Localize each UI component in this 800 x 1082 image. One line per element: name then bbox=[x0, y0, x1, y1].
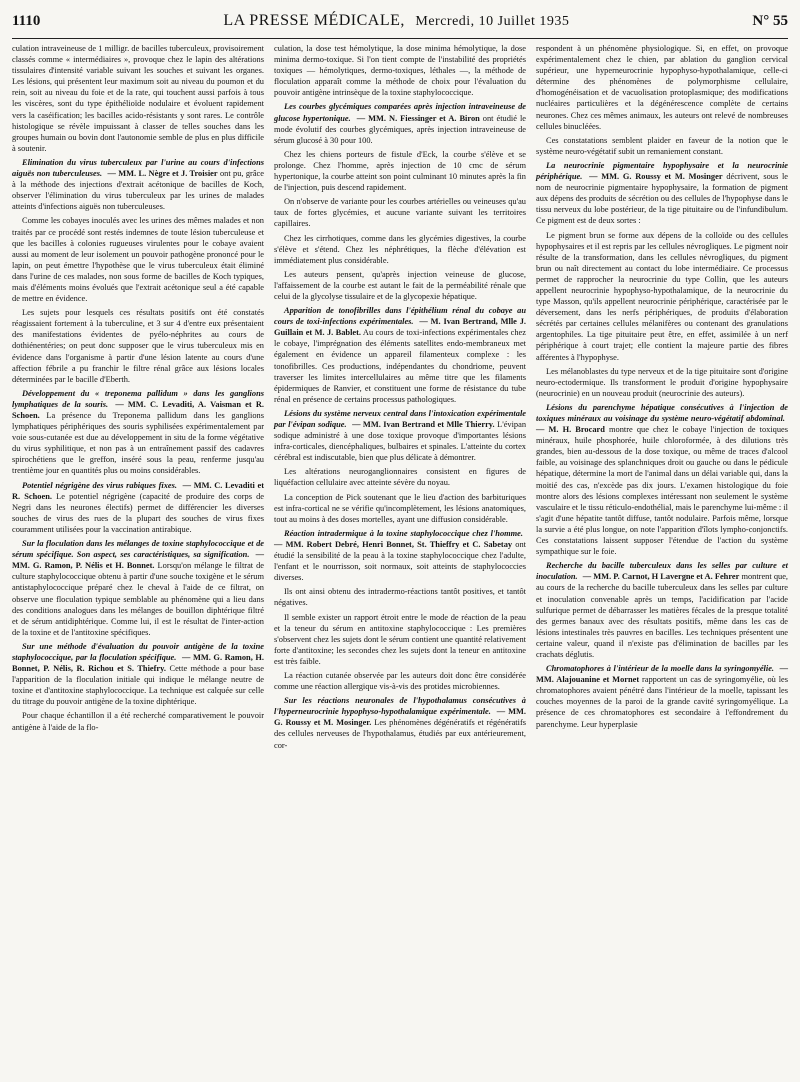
paragraph: Les mélanoblastes du type nerveux et de la tige pituitaire sont d'origine neuro-ectodermique. Ils transforment le produit d'origine hypophysaire (neurocrinie) en un nouveau produit (neurocrinie des auteurs). bbox=[536, 366, 788, 398]
paragraph: respondent à un phénomène physiologique. Si, en effet, on provoque expérimentalement chez le chien, par ablation du ganglion cervical supérieur, une hyperneurocrinie hypophyso-hypothalamique, celle-ci détermine des phénomènes de polymorphisme cellulaire, d'homogénéisation et de vacuolisation protoplasmique; des modifications nucléaires particulières et la dégénérescence complète de certains neurones. Chez ces mêmes animaux, les auteurs ont relevé de nombreuses cellules binucléées. bbox=[536, 44, 788, 131]
text-columns bbox=[12, 43, 788, 754]
article-authors: — MM. G. Roussy et M. Mosinger bbox=[589, 172, 723, 182]
page-number: 1110 bbox=[12, 13, 41, 29]
article-entry bbox=[274, 695, 526, 750]
page-header bbox=[12, 12, 788, 36]
article-title: Lésions du parenchyme hépatique consécutives à l'injection de toxiques minéraux au voisinage du système neuro-végétatif abdominal. bbox=[536, 402, 788, 423]
paragraph: La réaction cutanée observée par les auteurs doit donc être considérée comme une réaction allergique vis-à-vis des protides microbiennes. bbox=[274, 670, 526, 692]
article-title: Apparition de tonofibrilles dans l'épithélium rénal du cobaye au cours de toxi-infections expérimentales. bbox=[274, 306, 526, 327]
article-entry bbox=[274, 408, 526, 463]
article-authors: — MM. P. Carnot, H Lavergne et A. Fehrer bbox=[582, 572, 740, 582]
article-entry bbox=[12, 538, 264, 638]
paragraph: Comme les cobayes inoculés avec les urines des mêmes malades et non traités par ce procédé sont restés indemnes de toute lésion tuberculeuse et que les bacilles à colonies rugueuses virulentes pour le cobaye avaient aussi au moment de leur isolement un pouvoir pathogène prononcé pour le lapin, on peut émettre l'hypothèse que le virus tuberculeux était éliminé dans l'urine de ces malades, non sous forme de bacilles de Koch typiques, mais d'éléments moins évolués que l'extrait acétonique seul a été capable de mettre en évidence. bbox=[12, 216, 264, 304]
article-entry bbox=[536, 160, 788, 227]
paragraph: Les sujets pour lesquels ces résultats positifs ont été constatés réagissaient fortement à la tuberculine, et 3 sur 4 d'entre eux présentaient des manifestations évidentes de pyélo-néphrites au cours de dothiénentéries; on peut donc supposer que le virus tuberculeux mis en évidence dans l'organisme à partir d'une lésion latente au cours d'une affection fébrile a pu franchir le filtre rénal grâce aux lésions locales déterminées par le bacille d'Eberth. bbox=[12, 308, 264, 384]
article-body: montrent que, au cours de la recherche du bacille tuberculeux dans les selles par culture et inoculation convenable après un temps, l'acidification par l'acide sulfurique permet de débarrasser les matières fécales de la presque totalité des germes banaux avec des résultats positifs, même dans les cas de lésions intestinales très pauvres en bacilles. Les techniques présentent une certaine valeur, quand il n'existe pas d'élimination de bacilles par les crachats déglutis. bbox=[536, 572, 788, 659]
article-body: ont étudié la sensibilité de la peau à la toxine staphylococcique chez l'adulte, l'enfant et le nourrisson, soit normaux, soit atteints de staphylococcies diverses. bbox=[274, 539, 526, 583]
article-body: Lorsqu'on mélange le filtrat de culture staphylococcique obtenu à partir d'une souche toxigène et le sérum antistaphylococcique préparé chez le cheval à l'aide de ce filtrat, on observe une floculation typique semblable au phénomène qui a lieu dans des conditions analogues dans les mélanges de bouillon diphtérique filtré et de sérum antidiphtérique. Comme lui, il est le résultat de l'inter-action de la toxine et de l'antitoxine spécifiques. bbox=[12, 561, 265, 637]
article-authors: — MM. N. Fiessinger et A. Biron bbox=[356, 113, 480, 123]
article-title: Lésions du système nerveux central dans l'intoxication expérimentale par l'évipan sodique. bbox=[274, 408, 526, 429]
article-authors: — MM. G. Ramon, P. Nélis et H. Bonnet. bbox=[12, 550, 265, 571]
paragraph: Ces constatations semblent plaider en faveur de la notion que le système neuro-végétatif subit un remaniement constant. bbox=[536, 135, 788, 156]
paragraph: Pour chaque échantillon il a été recherché comparativement le pouvoir antigène à l'aide de la flo- bbox=[12, 711, 264, 732]
article-title: Développement du « treponema pallidum » dans les ganglions lymphatiques de la souris. bbox=[12, 388, 264, 409]
paragraph: Il semble exister un rapport étroit entre le mode de réaction de la peau et la teneur du sérum en antitoxine staphylococcique : Les premières s'observent chez les sujets dont le sérum contient une quantité relativement forte d'antitoxine; les secondes chez les sujets dont la teneur en antitoxine est très faible. bbox=[274, 612, 526, 666]
article-body: rapportent un cas de syringomyélie, où les chromatophores avaient pénétré dans l'intérieur de la moelle, tapissant les couches moyennes de la paroi de la grande cavité syringomyélique. La présence de ces chromatophores est secondaire à l'effondrement du parenchyme. Leur hyperplasie bbox=[536, 675, 788, 729]
article-title: Sur les réactions neuronales de l'hypothalamus consécutives à l'hyperneurocrinie hypophyso-hypothalamique expérimentale. bbox=[274, 696, 526, 717]
paragraph: culation, la dose test hémolytique, la dose minima hémolytique, la dose minima dermo-toxique. Si l'on tient compte de l'instabilité des propriétés toxiques — hémolytiques, dermo-toxiques, léthales —, la méthode de floculation apparaît comme la méthode de choix pour l'évaluation du pouvoir antigène intrinsèque de la toxine staphylococcique. bbox=[274, 44, 526, 98]
paragraph: On n'observe de variante pour les courbes artérielles ou veineuses qu'au taux de fortes glycémies, et aucune variante suivant les territoires capillaires. bbox=[274, 197, 526, 229]
article-title: Recherche du bacille tuberculeux dans les selles par culture et inoculation. bbox=[536, 561, 788, 582]
article-authors: — M. H. Brocard bbox=[536, 425, 605, 435]
paragraph: Ils ont ainsi obtenu des intradermo-réactions tantôt positives, et tantôt négatives. bbox=[274, 587, 526, 608]
paragraph: Les auteurs pensent, qu'après injection veineuse de glucose, l'affaissement de la courbe est autant le fait de la perméabilité rénale que celui de la glycolyse tissulaire et de la glycopexie hépatique. bbox=[274, 269, 526, 301]
article-authors: — MM. Alajouanine et Mornet bbox=[536, 664, 788, 685]
article-body: décrivent, sous le nom de neurocrinie pigmentaire hypophysaire, la formation de pigment aux dépens des produits de sécrétion ou des cellules de l'hypophyse dans le tissu nerveux du lobe postérieur, de la tige pituitaire ou de l'infundibulum. Ce pigment est de deux sortes : bbox=[536, 172, 789, 226]
article-title: Potentiel négrigène des virus rabiques fixes. bbox=[22, 480, 177, 490]
article-body: ont étudié le mode évolutif des courbes glycémiques, après injection intraveineuse de sérum glucosé à 30 pour 100. bbox=[274, 113, 527, 145]
paragraph: Chez les cirrhotiques, comme dans les glycémies digestives, la courbe s'élève et s'étend. Chez les néphrétiques, la flèche d'élévation est immédiatement plus considérable. bbox=[274, 233, 526, 265]
article-authors: — MM. Robert Debré, Henri Bonnet, St. Thieffry et C. Sabetay bbox=[274, 539, 513, 549]
article-body: La présence du Treponema pallidum dans les ganglions lymphatiques périphériques des souris syphilisées expérimentalement par voie sous-cutanée est due au développement in situ de la forme végétative du virus syphilitique, et non pas à un entraînement passif des cadavres spirochétiens que le greffon, inséré sous la peau, renferme jusqu'au trentième jour en quantités plus ou moins considérables. bbox=[12, 411, 264, 476]
article-body: Cette méthode a pour base l'apparition de la floculation initiale qui indique le mélange neutre de toxine et d'antitoxine staphylococcique. La technique est calquée sur celle du titrage du pouvoir antigène de la toxine diphtérique. bbox=[12, 664, 265, 707]
paragraph: Chez les chiens porteurs de fistule d'Eck, la courbe s'élève et se prolonge. Chez l'homme, après injection de 10 cmc de sérum hypertonique, la courbe atteint son point culminant 10 minutes après la fin de l'injection, puis descend rapidement. bbox=[274, 149, 526, 193]
article-body: L'évipan sodique administré à une dose toxique provoque d'importantes lésions infra-corticales, diencéphaliques, bulbaires et spinales. L'atteinte du cortex cérébral est indiscutable, bien que plus délicate à démontrer. bbox=[274, 420, 527, 463]
article-body: Le potentiel négrigène (capacité de produire des corps de Negri dans les neurones électifs) permet de différencier les diverses souches de virus des rues de la plupart des souches de virus fixes couramment utilisées pour la vaccination antirabique. bbox=[12, 491, 265, 534]
article-title: Sur une méthode d'évaluation du pouvoir antigène de la toxine staphylococcique, par la floculation spécifique. bbox=[12, 641, 264, 662]
article-body: montre que chez le cobaye l'injection de toxiques minéraux, huile phosphorée, huile chloroformée, à des dilutions très grandes, bien au-dessous de la dose toxique, ou même de traces d'alcool faible, au voisinage des splanchniques droit ou gauche ou dans le pédicule hépatique, détermine la mort de l'animal dans un délai variable qui, dans la moitié des cas, n'excède pas dix jours. L'examen histologique du foie montre alors des lésions complexes intéressant non seulement le système vasculaire et le tissu réticulo-endothélial, mais le parenchyme lui-même : il s'agit d'une hépatite tantôt diffuse, tantôt nodulaire. Parfois même, lorsque la survie a été plus longue, on note l'apparition d'îlots lympho-conjonctifs. Ces constatations laissent supposer l'étendue de l'action du système sympathique sur le foie. bbox=[536, 425, 789, 557]
article-entry bbox=[12, 157, 264, 212]
article-entry bbox=[536, 560, 788, 660]
article-authors: — MM. G. Roussy et M. Mosinger. bbox=[274, 707, 527, 728]
paragraph: Le pigment brun se forme aux dépens de la colloïde ou des cellules hypophysaires et il est repris par les cellules névrogliques. Le pigment noir résulte de la transformation, dans les cellules névrogliques, du pigment brun ou naît directement au contact du lobe intermédiaire. Ce processus permet de rapprocher la neurocrinie du type Collin, que les auteurs appellent neurocrinie hypophyso-hypothalamique, de la neurocrinie du type Masson, qu'ils appellent neurocrinie périphérique, caractérisée par le déversement, dans les nerfs périphériques, de produits d'élaboration sécrétés par certaines cellules mélanifères ou contenant des granulations argentophiles. La tige pituitaire peut être, en effet, assimilée à un nerf périphérique à court trajet; elle contient la majeure partie des fibres afférentes à l'hypophyse. bbox=[536, 230, 788, 362]
article-title: Chromatophores à l'intérieur de la moelle dans la syringomyélie. bbox=[546, 664, 775, 674]
paragraph: Les altérations neuroganglionnaires consistent en figures de liquéfaction cellulaire avec atteinte sévère du noyau. bbox=[274, 467, 526, 488]
article-authors: — MM. L. Nègre et J. Troisier bbox=[107, 169, 218, 179]
column-2 bbox=[274, 43, 526, 754]
header-rule bbox=[12, 38, 788, 39]
issue-number: N° 55 bbox=[752, 13, 788, 29]
article-title: Les courbes glycémiques comparées après injection intraveineuse de glucose hypertonique. bbox=[274, 102, 526, 123]
article-entry bbox=[536, 663, 788, 730]
article-body: Les phénomènes dégénératifs et régénératifs des cellules nerveuses de l'hypothalamus, étudiés par eux antérieurement, cor- bbox=[274, 718, 527, 750]
journal-title-line bbox=[40, 12, 752, 30]
article-title: Sur la floculation dans les mélanges de toxine staphylococcique et de sérum spécifique. Son aspect, ses caractéristiques, sa signification. bbox=[12, 539, 264, 560]
article-entry bbox=[536, 402, 788, 557]
issue-date: Mercredi, 10 Juillet 1935 bbox=[415, 14, 570, 29]
article-entry bbox=[274, 528, 526, 583]
article-entry bbox=[12, 641, 264, 708]
article-title: La neurocrinie pigmentaire hypophysaire et la neurocrinie périphérique. bbox=[536, 160, 788, 182]
article-authors: — MM. Ivan Bertrand et Mlle Thierry. bbox=[352, 420, 495, 429]
article-authors: — M. Ivan Bertrand, Mlle J. Guillain et M. J. Bablet. bbox=[274, 317, 526, 338]
article-entry bbox=[274, 101, 526, 145]
journal-name: LA PRESSE MÉDICALE, bbox=[223, 12, 405, 29]
article-authors: — MM. C. Levaditi et R. Schoen. bbox=[12, 480, 265, 501]
article-title: Elimination du virus tuberculeux par l'urine au cours d'infections aiguës non tuberculeuses. bbox=[12, 157, 264, 179]
article-authors: — MM. C. Levaditi, A. Vaisman et R. Schoen. bbox=[12, 399, 265, 420]
article-body: Au cours de toxi-infections expérimentales chez le cobaye, l'imprégnation des éléments satellites endo-membraneux met également en évidence un appareil filamenteux complexe : les tonofibrilles. Ces productions, indépendantes du chondriome, peuvent traverser les limites intercellulaires au même titre que les filaments épidermiques de Ranvier, et constituent une forme de résistance du tube rénal en présence de certains processus pathologiques. bbox=[274, 328, 526, 404]
article-body: ont pu, grâce à la méthode des injections d'extrait acétonique de bacilles de Koch, observer l'élimination du virus tuberculeux par les urines de malades atteints d'infections aiguës non tuberculeuses. bbox=[12, 169, 264, 212]
article-authors: — MM. G. Ramon, H. Bonnet, P. Nélis, R. Richou et S. Thiefry. bbox=[12, 652, 264, 674]
article-entry bbox=[274, 305, 526, 405]
article-title: Réaction intradermique à la toxine staphylococcique chez l'homme. bbox=[284, 528, 523, 538]
column-3 bbox=[536, 43, 788, 754]
paragraph: culation intraveineuse de 1 milligr. de bacilles tuberculeux, provisoirement classés comme « intermédiaires », provoque chez le lapin des altérations tissulaires d'intensité variable suivant les souches et suivant les organes. Les lésions, qui présentent leur maximum soit au niveau du poumon et du rein, soit au niveau du foie et de la rate, qui touchent aussi parfois à tous les viscères, sont du type épithélioïde nodulaire et évoluent rapidement vers la caséification; les bacilles acido-résistants y sont rares. Le contrôle histologique se révèle impuissant à classer de telles souches dans les groupes humain ou bovin dont l'autonomie semble de plus en plus difficile à soutenir. bbox=[12, 44, 264, 153]
column-1 bbox=[12, 43, 264, 754]
paragraph: La conception de Pick soutenant que le lieu d'action des barbituriques est infra-cortical ne se vérifie qu'incomplètement, les lésions anatomiques, tout au moins à des doses mortelles, ayant une diffusion considérable. bbox=[274, 492, 526, 524]
article-entry bbox=[12, 388, 264, 477]
article-entry bbox=[12, 480, 264, 535]
